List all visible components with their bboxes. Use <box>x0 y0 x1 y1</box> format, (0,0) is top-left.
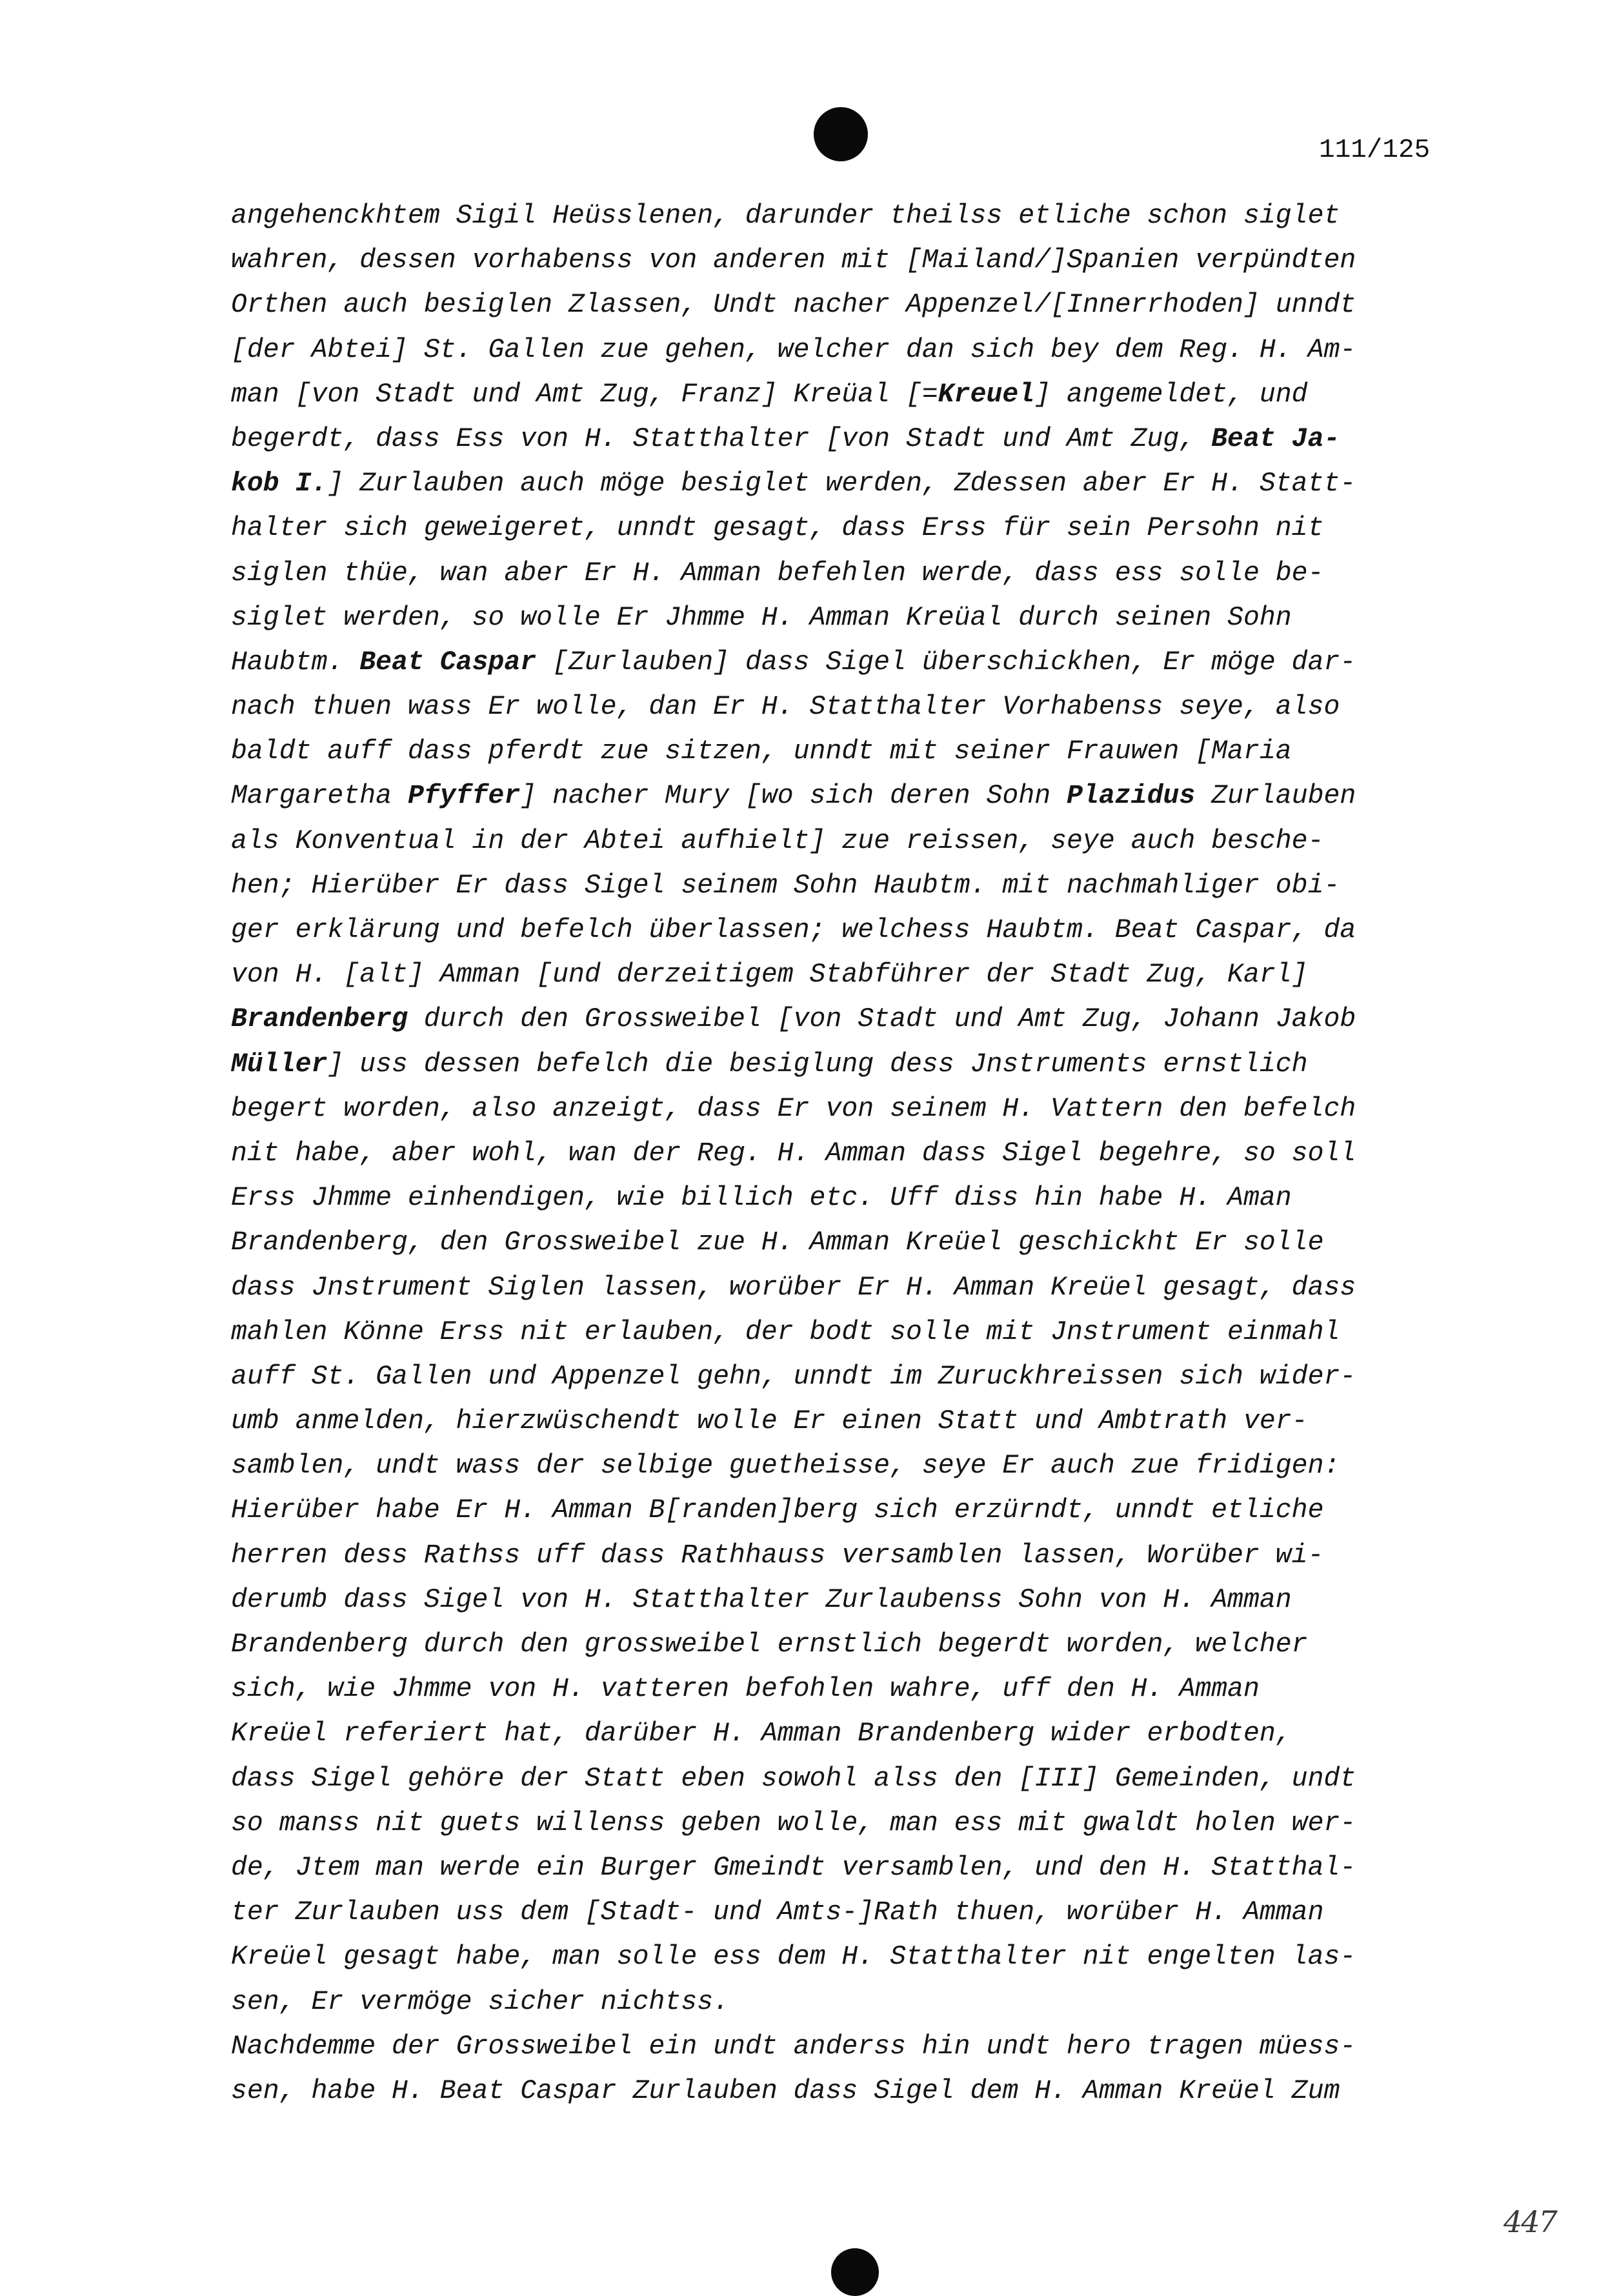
text-segment: sich, wie Jhmme von H. vatteren befohlen wahre, uff den H. Amman <box>231 1674 1260 1705</box>
page-number: 111/125 <box>1319 136 1431 165</box>
text-segment: derumb dass Sigel von H. Statthalter Zurlaubenss Sohn von H. Amman <box>231 1584 1292 1615</box>
text-line <box>231 729 1496 774</box>
text-segment: sen, habe H. Beat Caspar Zurlauben dass Sigel dem H. Amman Kreüel Zum <box>231 2075 1340 2106</box>
text-line <box>231 1667 1496 1711</box>
bold-name-segment: Plazidus <box>1067 781 1196 812</box>
text-line <box>231 372 1496 417</box>
text-segment: man [von Stadt und Amt Zug, Franz] Kreüal [= <box>231 379 938 410</box>
text-line <box>231 1533 1496 1578</box>
text-segment: siglen thüe, wan aber Er H. Amman befehlen werde, dass ess solle be- <box>231 558 1324 589</box>
text-line <box>231 551 1496 596</box>
text-segment: dass Sigel gehöre der Statt eben sowohl alss den [III] Gemeinden, undt <box>231 1763 1356 1794</box>
text-line <box>231 1131 1496 1176</box>
text-segment: begerdt, dass Ess von H. Statthalter [von Stadt und Amt Zug, <box>231 423 1212 454</box>
text-line <box>231 1757 1496 1801</box>
text-line <box>231 417 1496 461</box>
text-line <box>231 1846 1496 1890</box>
text-line <box>231 1622 1496 1667</box>
bold-name-segment: Pfyffer <box>407 781 521 812</box>
text-segment: wahren, dessen vorhabenss von anderen mit [Mailand/]Spanien verpündten <box>231 245 1356 276</box>
text-segment: umb anmelden, hierzwüschendt wolle Er einen Statt und Ambtrath ver- <box>231 1406 1308 1437</box>
text-segment: herren dess Rathss uff dass Rathhauss versamblen lassen, Worüber wi- <box>231 1540 1324 1571</box>
text-segment: [Zurlauben] dass Sigel überschickhen, Er möge dar- <box>536 647 1356 678</box>
text-segment: ger erklärung und befelch überlassen; welchess Haubtm. Beat Caspar, da <box>231 915 1356 945</box>
punch-hole-bottom <box>831 2248 879 2296</box>
archive-mark: 447 <box>1503 2204 1556 2239</box>
text-segment: samblen, undt wass der selbige guetheisse, seye Er auch zue fridigen: <box>231 1451 1340 1482</box>
text-segment: Kreüel referiert hat, darüber H. Amman Brandenberg wider erbodten, <box>231 1718 1292 1749</box>
text-line <box>231 997 1496 1042</box>
text-segment: siglet werden, so wolle Er Jhmme H. Amman Kreüal durch seinen Sohn <box>231 602 1292 633</box>
transcription-text <box>231 194 1496 2113</box>
text-line <box>231 1176 1496 1220</box>
text-segment: [der Abtei] St. Gallen zue gehen, welcher dan sich bey dem Reg. H. Am- <box>231 334 1356 365</box>
text-line <box>231 461 1496 506</box>
text-line <box>231 1488 1496 1533</box>
text-line <box>231 1935 1496 1979</box>
text-line <box>231 2024 1496 2069</box>
text-segment: dass Jnstrument Siglen lassen, worüber Er H. Amman Kreüel gesagt, dass <box>231 1272 1356 1303</box>
text-segment: angehenckhtem Sigil Heüsslenen, darunder theilss etliche schon siglet <box>231 201 1340 231</box>
text-line <box>231 1801 1496 1846</box>
text-line <box>231 1890 1496 1935</box>
text-segment: als Konventual in der Abtei aufhielt] zue reissen, seye auch besche- <box>231 825 1324 856</box>
text-line <box>231 283 1496 327</box>
text-segment: so manss nit guets willenss geben wolle, man ess mit gwaldt holen wer- <box>231 1808 1356 1838</box>
bold-name-segment: Beat Caspar <box>359 647 537 678</box>
text-line <box>231 596 1496 640</box>
text-segment: ] angemeldet, und <box>1034 379 1308 410</box>
text-line <box>231 328 1496 372</box>
text-segment: nit habe, aber wohl, wan der Reg. H. Amman dass Sigel begehre, so soll <box>231 1138 1356 1169</box>
text-segment: Kreüel gesagt habe, man solle ess dem H. Statthalter nit engelten las- <box>231 1942 1356 1973</box>
text-line <box>231 819 1496 863</box>
text-line <box>231 1220 1496 1265</box>
text-line <box>231 1444 1496 1488</box>
text-line <box>231 1399 1496 1444</box>
text-segment: Brandenberg durch den grossweibel ernstlich begerdt worden, welcher <box>231 1629 1308 1660</box>
text-segment: begert worden, also anzeigt, dass Er von seinem H. Vattern den befelch <box>231 1093 1356 1124</box>
text-line <box>231 1354 1496 1399</box>
text-line <box>231 506 1496 550</box>
text-line <box>231 774 1496 818</box>
bold-name-segment: Kreuel <box>938 379 1035 410</box>
text-segment: ] Zurlauben auch möge besiglet werden, Zdessen aber Er H. Statt- <box>327 468 1356 499</box>
text-segment: baldt auff dass pferdt zue sitzen, unndt mit seiner Frauwen [Maria <box>231 736 1292 767</box>
text-segment: Haubtm. <box>231 647 360 678</box>
text-segment: mahlen Könne Erss nit erlauben, der bodt solle mit Jnstrument einmahl <box>231 1316 1340 1347</box>
bold-name-segment: Müller <box>231 1049 328 1080</box>
text-segment: auff St. Gallen und Appenzel gehn, unndt im Zuruckhreissen sich wider- <box>231 1361 1356 1392</box>
text-segment: Brandenberg, den Grossweibel zue H. Amman Kreüel geschickht Er solle <box>231 1227 1324 1258</box>
text-segment: Zurlauben <box>1195 781 1356 812</box>
text-line <box>231 952 1496 997</box>
text-line <box>231 685 1496 729</box>
text-segment: ] uss dessen befelch die besiglung dess Jnstruments ernstlich <box>327 1049 1308 1080</box>
text-segment: ] nacher Mury [wo sich deren Sohn <box>520 781 1067 812</box>
text-line <box>231 1578 1496 1622</box>
text-segment: Orthen auch besiglen Zlassen, Undt nacher Appenzel/[Innerrhoden] unndt <box>231 290 1356 321</box>
text-segment: nach thuen wass Er wolle, dan Er H. Statthalter Vorhabenss seye, also <box>231 692 1340 723</box>
text-line <box>231 1265 1496 1310</box>
punch-hole-top <box>814 107 868 161</box>
text-line <box>231 640 1496 685</box>
text-line <box>231 1310 1496 1354</box>
text-segment: Margaretha <box>231 781 408 812</box>
bold-name-segment: kob I. <box>231 468 328 499</box>
text-line <box>231 194 1496 238</box>
text-line <box>231 863 1496 908</box>
text-segment: halter sich geweigeret, unndt gesagt, dass Erss für sein Persohn nit <box>231 513 1324 544</box>
text-segment: Hierüber habe Er H. Amman B[randen]berg sich erzürndt, unndt etliche <box>231 1495 1324 1526</box>
text-segment: durch den Grossweibel [von Stadt und Amt Zug, Johann Jakob <box>407 1004 1356 1035</box>
text-line <box>231 238 1496 283</box>
text-segment: sen, Er vermöge sicher nichtss. <box>231 1986 730 2017</box>
text-line <box>231 2069 1496 2113</box>
text-segment: de, Jtem man werde ein Burger Gmeindt versamblen, und den H. Statthal- <box>231 1852 1356 1883</box>
text-segment: von H. [alt] Amman [und derzeitigem Stabführer der Stadt Zug, Karl] <box>231 960 1308 991</box>
text-line <box>231 1711 1496 1756</box>
bold-name-segment: Brandenberg <box>231 1004 408 1035</box>
text-segment: ter Zurlauben uss dem [Stadt- und Amts-]Rath thuen, worüber H. Amman <box>231 1897 1324 1928</box>
text-line <box>231 1042 1496 1087</box>
text-segment: Nachdemme der Grossweibel ein undt anderss hin undt hero tragen müess- <box>231 2031 1356 2062</box>
bold-name-segment: Beat Ja- <box>1211 423 1340 454</box>
text-segment: hen; Hierüber Er dass Sigel seinem Sohn Haubtm. mit nachmahliger obi- <box>231 870 1340 901</box>
text-line <box>231 908 1496 952</box>
text-line <box>231 1980 1496 2024</box>
text-line <box>231 1087 1496 1131</box>
text-segment: Erss Jhmme einhendigen, wie billich etc. Uff diss hin habe H. Aman <box>231 1183 1292 1214</box>
